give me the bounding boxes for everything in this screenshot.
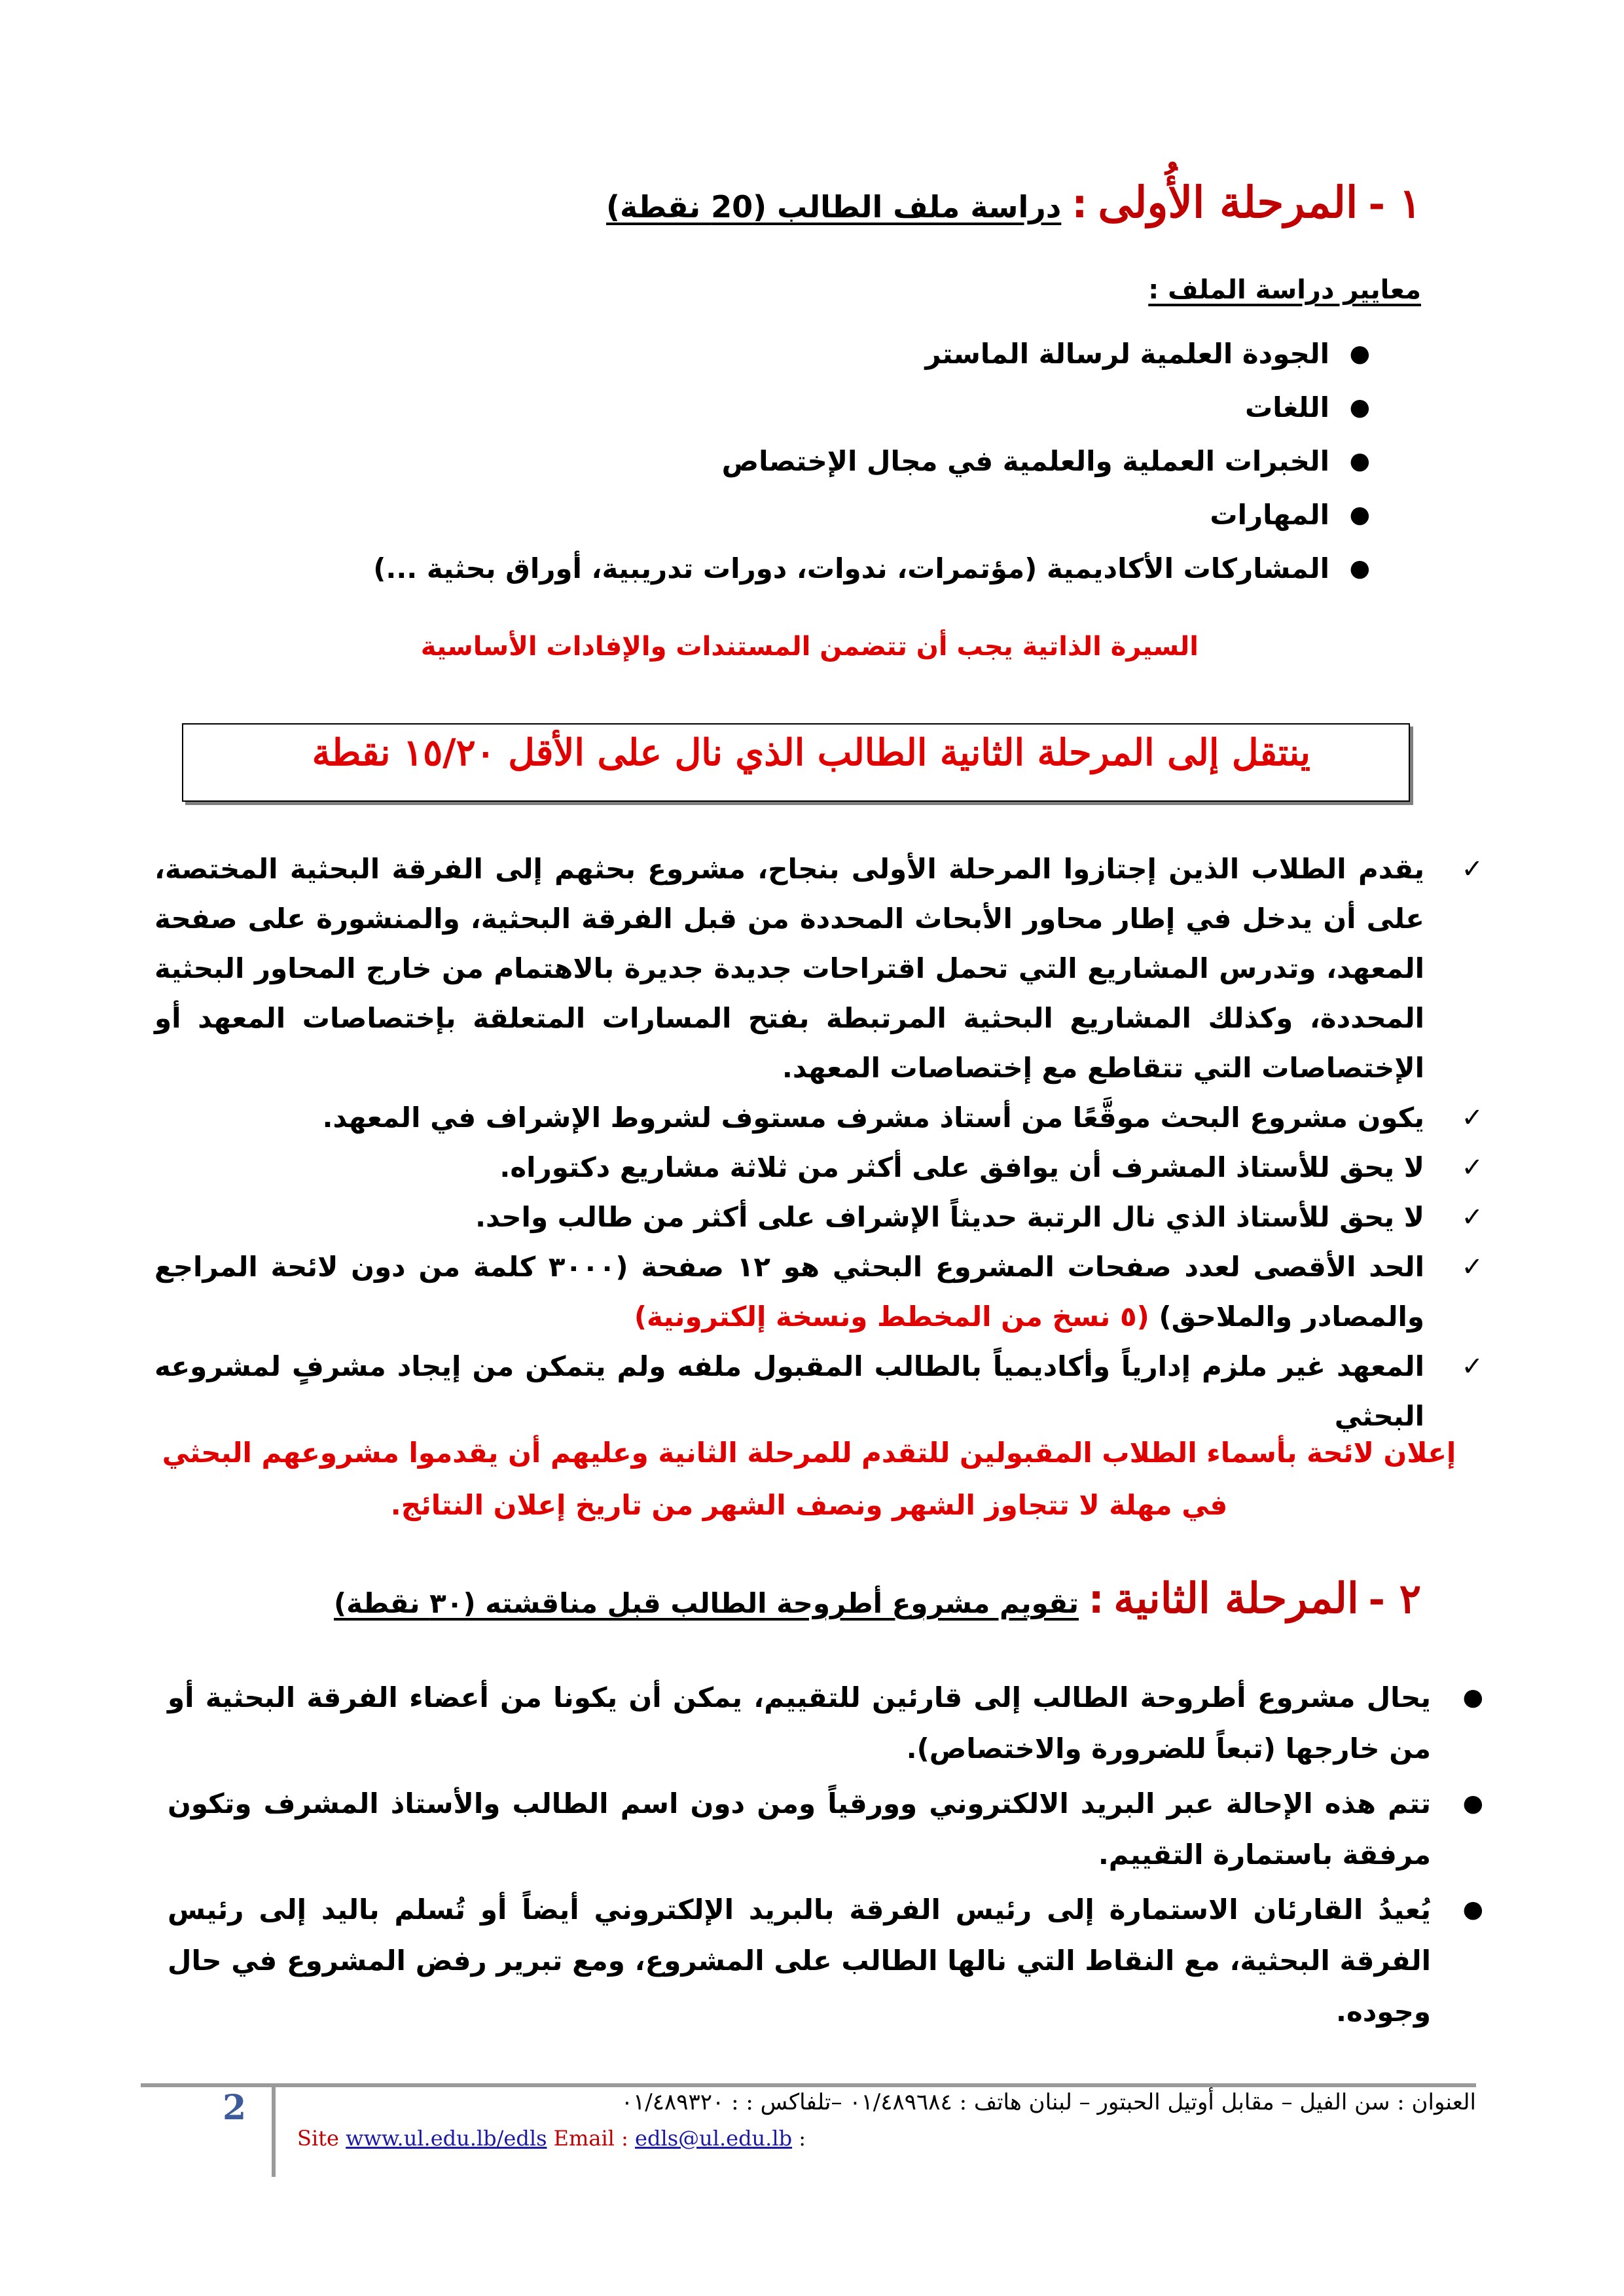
conditions-list (154, 844, 1483, 1441)
bullet-icon: ● (1349, 555, 1370, 582)
checkmark-icon: ✓ (1461, 1352, 1483, 1382)
list-item: ● يُعيدُ القارئان الاستمارة إلى رئيس الفرقة بالبريد الإلكتروني أيضاً أو تُسلم باليد إلى رئيس الفرقة البحثية، مع النقاط التي نالها الطالب على المشروع، ومع تبرير رفض المشروع في حال وجوده. (168, 1884, 1483, 2037)
list-item: ● الخبرات العملية والعلمية في مجال الإختصاص (282, 435, 1329, 488)
list-item: ✓ المعهد غير ملزم إدارياً وأكاديمياً بالطالب المقبول ملفه ولم يتمكن من إيجاد مشرفٍ لمشروعه البحثي (154, 1342, 1483, 1441)
criteria-list (282, 327, 1370, 596)
pass-threshold-box (182, 723, 1410, 802)
list-item: ✓ لا يحق للأستاذ الذي نال الرتبة حديثاً الإشراف على أكثر من طالب واحد. (154, 1193, 1483, 1242)
stage1-colon: : (1072, 181, 1088, 227)
bullet-icon: ● (1462, 1896, 1483, 1923)
checkmark-icon: ✓ (1461, 1153, 1483, 1183)
stage2-list (168, 1672, 1483, 2041)
list-item: ● المشاركات الأكاديمية (مؤتمرات، ندوات، دورات تدريبية، أوراق بحثية ...) (282, 542, 1329, 596)
stage1-number: ١ - (1368, 179, 1421, 227)
bullet-icon: ● (1462, 1790, 1483, 1817)
stage2-title: المرحلة الثانية (1113, 1574, 1359, 1623)
stage2-heading (334, 1574, 1421, 1623)
list-item: ✓ لا يحق للأستاذ المشرف أن يوافق على أكثر من ثلاثة مشاريع دكتوراه. (154, 1143, 1483, 1193)
footer-vertical-divider (272, 2087, 276, 2177)
list-item: ● الجودة العلمية لرسالة الماستر (282, 327, 1329, 381)
list-item: ● تتم هذه الإحالة عبر البريد الالكتروني وورقياً ومن دون اسم الطالب والأستاذ المشرف وتكون مرفقة باستمارة التقييم. (168, 1778, 1483, 1880)
pass-threshold-text: ينتقل إلى المرحلة الثانية الطالب الذي نال على الأقل ١٥/٢٠ نقطة (312, 731, 1310, 774)
list-item: ✓ يقدم الطلاب الذين إجتازوا المرحلة الأولى بنجاح، مشروع بحثهم إلى الفرقة البحثية المختصة، على أن يدخل في إطار محاور الأبحاث المحددة من قبل الفرقة البحثية، والمنشورة على صفحة المعهد، وتدرس المشاريع التي تحمل اقتراحات جديدة جديرة بالاهتمام من خارج المحاور البحثية المحددة، وكذلك المشاريع البحثية المرتبطة بفتح المسارات المتعلقة بإختصاصات المعهد أو الإختصاصات التي تتقاطع مع إختصاصات المعهد. (154, 844, 1483, 1093)
list-item: ● يحال مشروع أطروحة الطالب إلى قارئين للتقييم، يمكن أن يكونا من أعضاء الفرقة البحثية أو من خارجها (تبعاً للضرورة والاختصاص). (168, 1672, 1483, 1774)
bullet-icon: ● (1349, 448, 1370, 475)
list-item: ✓ الحد الأقصى لعدد صفحات المشروع البحثي هو ١٢ صفحة (٣٠٠٠ كلمة من دون لائحة المراجع والمصادر والملاحق) (٥ نسخ من المخطط ونسخة إلكترونية) (154, 1242, 1483, 1342)
stage2-description: تقويم مشروع أطروحة الطالب قبل مناقشته (٣٠ نقطة) (333, 1587, 1079, 1619)
stage2-colon: : (1088, 1577, 1104, 1623)
footer-contact (297, 2126, 806, 2151)
footer-divider (141, 2083, 1476, 2087)
email-label: Email : (553, 2126, 628, 2151)
bullet-icon: ● (1349, 394, 1370, 421)
stage1-description: دراسة ملف الطالب (20 نقطة) (605, 189, 1062, 224)
copies-note: (٥ نسخ من المخطط ونسخة إلكترونية) (634, 1300, 1159, 1333)
criteria-title: معايير دراسة الملف : (1148, 275, 1421, 305)
email-link[interactable]: edls@ul.edu.lb (635, 2126, 793, 2151)
checkmark-icon: ✓ (1461, 1202, 1483, 1232)
list-item: ● اللغات (282, 381, 1329, 435)
checkmark-icon: ✓ (1461, 1252, 1483, 1282)
checkmark-icon: ✓ (1461, 1103, 1483, 1133)
checkmark-icon: ✓ (1461, 854, 1483, 884)
footer-address: العنوان : سن الفيل – مقابل أوتيل الحبتور – لبنان هاتف : ٠١/٤٨٩٦٨٤ –تلفاكس : : ٠١/٤٨٩٣٢٠ (621, 2089, 1476, 2115)
footer-trail: : (799, 2126, 806, 2151)
announcement: إعلان لائحة بأسماء الطلاب المقبولين للتقدم للمرحلة الثانية وعليهم أن يقدموا مشروعهم البحثي في مهلة لا تتجاوز الشهر ونصف الشهر من تاريخ إعلان النتائج. (162, 1437, 1456, 1521)
site-label: Site (297, 2126, 339, 2151)
bullet-icon: ● (1349, 340, 1370, 367)
stage2-number: ٢ - (1368, 1575, 1421, 1623)
page-number: 2 (223, 2088, 247, 2128)
stage1-heading (606, 177, 1421, 228)
list-item: ● المهارات (282, 488, 1329, 542)
site-link[interactable]: www.ul.edu.lb/edls (346, 2126, 547, 2151)
bullet-icon: ● (1462, 1684, 1483, 1711)
cv-note: السيرة الذاتية يجب أن تتضمن المستندات والإفادات الأساسية (420, 632, 1199, 662)
stage1-title: المرحلة الأُولى (1098, 177, 1358, 228)
list-item: ✓ يكون مشروع البحث موقَّعًا من أستاذ مشرف مستوف لشروط الإشراف في المعهد. (154, 1093, 1483, 1143)
bullet-icon: ● (1349, 501, 1370, 528)
